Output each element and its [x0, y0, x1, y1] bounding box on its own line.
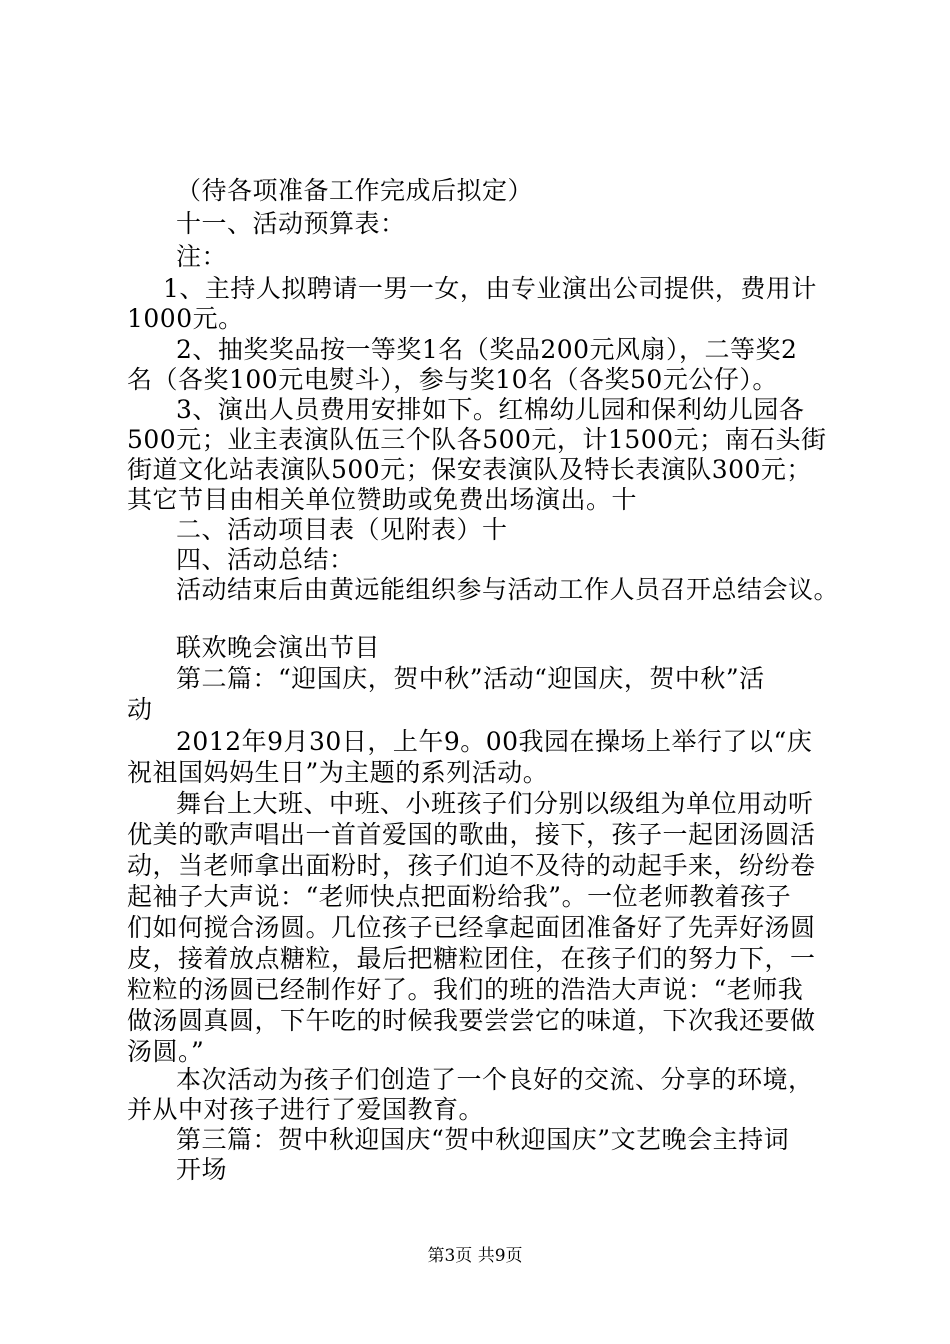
text-line: 做汤圆真圆，下午吃的时候我要尝尝它的味道，下次我还要做 [127, 1006, 816, 1035]
text-line: 十一、活动预算表： [176, 209, 406, 238]
text-line: 优美的歌声唱出一首首爱国的歌曲，接下，孩子一起团汤圆活 [127, 820, 816, 849]
page-number: 第3页 共9页 [427, 1246, 523, 1266]
text-line: 2、抽奖奖品按一等奖1名（奖品200元风扇），二等奖2 [176, 335, 798, 364]
text-line: 其它节目由相关单位赞助或免费出场演出。十 [127, 485, 638, 514]
text-line: 粒粒的汤圆已经制作好了。我们的班的浩浩大声说：“老师我 [127, 975, 804, 1004]
text-line: 起袖子大声说：“老师快点把面粉给我”。一位老师教着孩子 [127, 882, 792, 911]
text-line: （待各项准备工作完成后拟定） [176, 176, 534, 205]
text-line: 1、主持人拟聘请一男一女，由专业演出公司提供，费用计 [163, 274, 817, 303]
section-heading: 第二篇：“迎国庆，贺中秋”活动“迎国庆，贺中秋”活 [176, 664, 765, 693]
text-line: 并从中对孩子进行了爱国教育。 [127, 1095, 485, 1124]
text-line: 四、活动总结： [176, 545, 355, 574]
text-line: 们如何搅合汤圆。几位孩子已经拿起面团准备好了先弄好汤圆 [127, 913, 816, 942]
text-line: 活动结束后由黄远能组织参与活动工作人员召开总结会议。 [176, 575, 840, 604]
text-line: 皮，接着放点糖粒，最后把糖粒团住，在孩子们的努力下，一 [127, 944, 816, 973]
text-line: 街道文化站表演队500元；保安表演队及特长表演队300元； [127, 455, 812, 484]
text-line: 二、活动项目表（见附表）十 [176, 515, 508, 544]
text-line: 动，当老师拿出面粉时，孩子们迫不及待的动起手来，纷纷卷 [127, 851, 816, 880]
section-heading: 第三篇：贺中秋迎国庆“贺中秋迎国庆”文艺晚会主持词 [176, 1125, 790, 1154]
text-line: 3、演出人员费用安排如下。红棉幼儿园和保利幼儿园各 [176, 395, 805, 424]
text-line: 名（各奖100元电熨斗），参与奖10名（各奖50元公仔）。 [127, 365, 778, 394]
text-line: 祝祖国妈妈生日”为主题的系列活动。 [127, 758, 549, 787]
text-line: 动 [127, 695, 153, 724]
section-heading: 联欢晚会演出节目 [176, 633, 381, 662]
text-line: 500元；业主表演队伍三个队各500元，计1500元；南石头街 [127, 425, 827, 454]
text-line: 本次活动为孩子们创造了一个良好的交流、分享的环境， [176, 1065, 814, 1094]
text-line: 1000元。 [127, 304, 244, 333]
text-line: 注： [176, 242, 228, 271]
text-line: 汤圆。” [127, 1037, 205, 1066]
text-line: 2012年9月30日，上午9。00我园在操场上举行了以“庆 [176, 727, 813, 756]
text-line: 开场 [176, 1155, 228, 1184]
text-line: 舞台上大班、中班、小班孩子们分别以级组为单位用动听 [176, 789, 814, 818]
